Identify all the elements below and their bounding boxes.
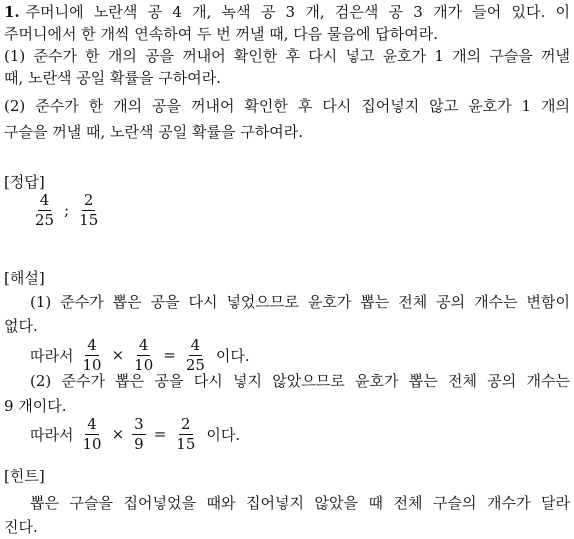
answer-label: [정답] xyxy=(4,173,45,191)
solution-1-fraction-3-denominator: 25 xyxy=(185,355,205,374)
solution-1-fraction-2-numerator: 4 xyxy=(138,335,149,354)
solution-1-fraction-3 xyxy=(184,337,207,374)
problem-line-2: 주머니에서 한 개씩 연속하여 두 번 꺼낼 때, 다음 물음에 답하여라. xyxy=(4,25,438,43)
solution-1-fraction-2-denominator: 10 xyxy=(134,355,154,374)
question-2-line-2: 구슬을 꺼낼 때, 노란색 공일 확률을 구하여라. xyxy=(4,123,303,141)
answer-2-denominator: 15 xyxy=(79,210,99,229)
question-1-line-2: 때, 노란색 공일 확률을 구하여라. xyxy=(4,69,221,87)
solution-2-fraction-2-denominator: 9 xyxy=(134,434,144,453)
hint-line-1: 뽑은 구슬을 집어넣었을 때와 집어넣지 않았을 때 전체 구슬의 개수가 달라 xyxy=(30,494,570,512)
solution-1-fraction-1-numerator: 4 xyxy=(87,335,97,354)
problem-line-1 xyxy=(4,1,570,23)
hint-label: [힌트] xyxy=(4,467,45,485)
question-2-line-1: (2) 준수가 한 개의 공을 꺼내어 확인한 후 다시 집어넣지 않고 윤호가 1 개의 xyxy=(4,97,570,115)
solution-2-suffix: 이다. xyxy=(206,425,241,444)
solution-1-fraction-3-numerator: 4 xyxy=(190,335,201,354)
answer-2-fraction xyxy=(77,192,100,229)
solution-1-fraction-1-denominator: 10 xyxy=(82,355,102,374)
solution-1-line-1: (1) 준수가 뽑은 공을 다시 넣었으므로 윤호가 뽑는 전체 공의 개수는 변함이 xyxy=(30,293,570,311)
solution-2-equals: = xyxy=(153,425,167,443)
solution-2-fraction-3 xyxy=(174,416,197,453)
problem-text-1: 주머니에 노란색 공 4 개, 녹색 공 3 개, 검은색 공 3 개가 들어 있다. 이 xyxy=(25,3,570,21)
solution-2-line-2: 9 개이다. xyxy=(4,397,67,415)
solution-1-suffix: 이다. xyxy=(215,346,250,365)
hint-line-2: 진다. xyxy=(4,518,38,536)
solution-2-line-1: (2) 준수가 뽑은 공을 다시 넣지 않았으므로 윤호가 뽑는 전체 공의 개수는 xyxy=(30,372,570,390)
solution-1-equals: = xyxy=(163,346,176,364)
solution-2-fraction-2-numerator: 3 xyxy=(134,414,144,433)
solution-1-line-2: 없다. xyxy=(4,317,38,335)
solution-2-prefix: 따라서 xyxy=(30,425,74,444)
solution-2-fraction-1 xyxy=(80,416,103,453)
answer-math xyxy=(30,188,103,232)
solution-1-fraction-2 xyxy=(132,337,155,374)
solution-1-fraction-1 xyxy=(80,337,103,374)
solution-1-prefix: 따라서 xyxy=(30,346,74,365)
solution-2-times: × xyxy=(111,425,125,443)
solution-2-fraction-2 xyxy=(132,416,146,453)
solution-2-fraction-1-numerator: 4 xyxy=(87,414,97,433)
answer-2-numerator: 2 xyxy=(83,190,94,209)
answer-1-denominator: 25 xyxy=(35,210,55,229)
question-1-line-1: (1) 준수가 한 개의 공을 꺼내어 확인한 후 다시 넣고 윤호가 1 개의 구슬을 꺼낼 xyxy=(4,47,570,65)
solution-2-math xyxy=(30,412,244,456)
solution-label: [해설] xyxy=(4,269,45,287)
solution-1-times: × xyxy=(111,346,125,364)
solution-2-fraction-3-denominator: 15 xyxy=(176,434,196,453)
solution-2-fraction-3-numerator: 2 xyxy=(181,414,191,433)
answer-1-numerator: 4 xyxy=(39,190,50,209)
solution-2-fraction-1-denominator: 10 xyxy=(82,434,102,453)
answer-separator: ; xyxy=(64,201,70,219)
answer-1-fraction xyxy=(33,192,56,229)
problem-number: 1. xyxy=(4,3,20,21)
